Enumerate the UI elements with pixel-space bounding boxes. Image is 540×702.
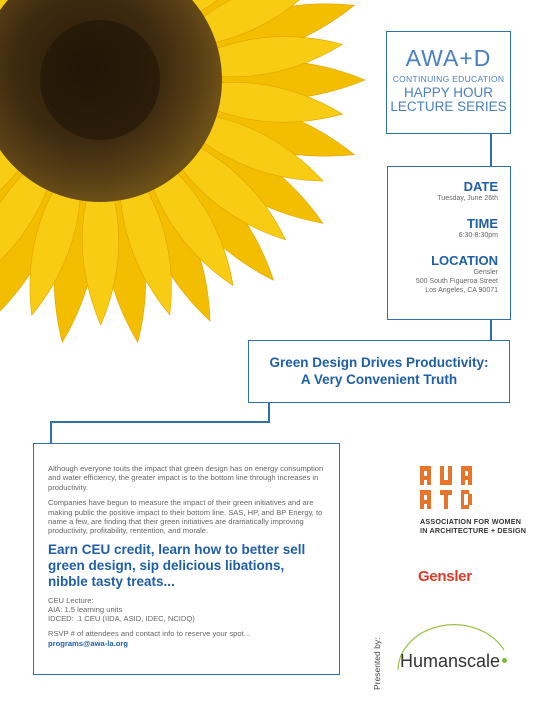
- rsvp-email-link[interactable]: programs@awa-la.org: [48, 638, 128, 648]
- location-label: LOCATION: [431, 253, 498, 268]
- petal: [82, 185, 119, 325]
- headline-box: [248, 340, 510, 403]
- ceu-aia: AIA: 1.5 learning units: [48, 605, 123, 615]
- awad-mark-icon: [420, 466, 475, 512]
- companies-paragraph: Companies have begun to measure the impact of their green initiatives and are making public the positive impact to their bottom line. SAS, HP, and BP Energy, to name a few, are finding that their green initiatives are dramatically improving productivity, profitability, rentention, and morale.: [48, 498, 323, 536]
- humanscale-dot-icon: [502, 658, 507, 663]
- headline-line2: A Very Convenient Truth: [300, 372, 458, 387]
- earn-ceu-callout: Earn CEU credit, learn how to better sell green design, sip delicious libations, nibble tasty treats...: [48, 541, 306, 589]
- location-city: Los Angeles, CA 90071: [425, 287, 498, 294]
- location-street: 500 South Figueroa Street: [415, 278, 498, 285]
- humanscale-logo: Humanscale: [400, 651, 501, 671]
- connector-line: [490, 320, 492, 340]
- gensler-logo: Gensler: [418, 568, 472, 585]
- sunflower-image: [0, 0, 370, 390]
- headline-line1: Green Design Drives Productivity:: [269, 355, 489, 370]
- connector-line: [268, 403, 270, 421]
- intro-paragraph: Although everyone touts the impact that green design has on energy consumption and water efficiency, the greater impact is to the bottom line through increases in productivity.: [48, 464, 324, 492]
- rsvp-text: RSVP # of attendees and contact info to reserve your spot...: [48, 629, 251, 639]
- awad-name-line1: ASSOCIATION FOR WOMEN: [420, 517, 522, 526]
- connector-line: [50, 421, 270, 423]
- date-label: DATE: [463, 179, 498, 194]
- awad-name-line2: IN ARCHITECTURE + DESIGN: [420, 526, 527, 535]
- connector-line: [490, 134, 492, 166]
- time-label: TIME: [466, 216, 498, 231]
- ceu-lecture-label: CEU Lecture:: [48, 595, 94, 605]
- location-venue: Gensler: [473, 269, 498, 276]
- presented-by-label: Presented by:: [372, 637, 382, 690]
- ceu-idced: IDCED: .1 CEU (IIDA, ASID, IDEC, NCIDQ): [48, 614, 195, 624]
- series-line2: LECTURE SERIES: [390, 99, 507, 114]
- org-title: AWA+D: [405, 45, 492, 71]
- awad-logo: [420, 466, 526, 535]
- continuing-education-label: CONTINUING EDUCATION: [392, 74, 505, 84]
- connector-line: [50, 421, 52, 443]
- series-title-box: [386, 31, 511, 134]
- date-value: Tuesday, June 26th: [437, 195, 498, 202]
- description-box: [33, 443, 340, 675]
- event-info-box: [387, 166, 511, 320]
- series-line1: HAPPY HOUR: [403, 85, 494, 100]
- time-value: 6:30-8:30pm: [458, 232, 498, 239]
